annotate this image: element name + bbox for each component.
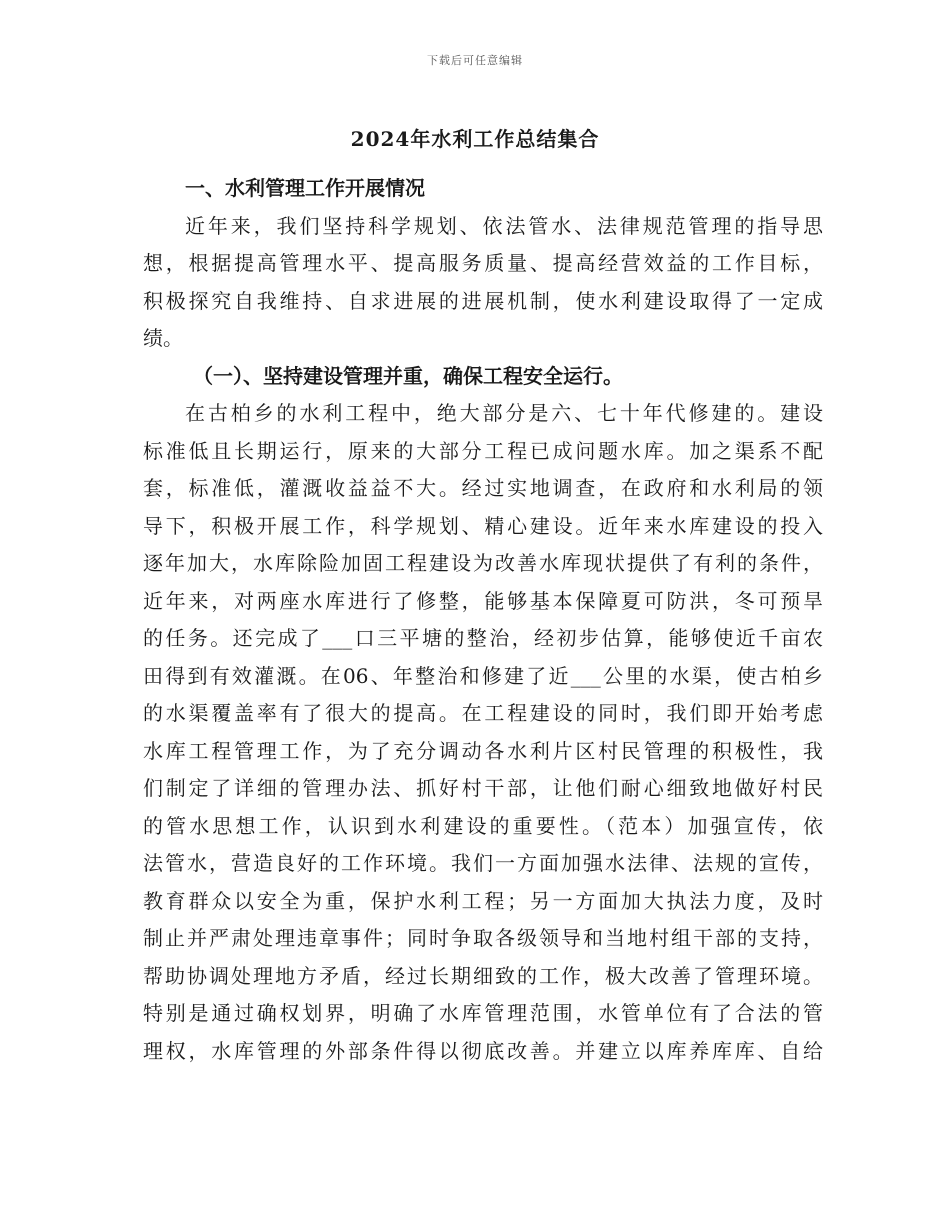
paragraph-line: 导下，积极开展工作，科学规划、精心建设。近年来水库建设的投入: [143, 513, 823, 538]
paragraph-line: 田得到有效灌溉。在06、年整治和修建了近___公里的水渠，使古柏乡: [143, 663, 823, 688]
paragraph-line: 的管水思想工作，认识到水利建设的重要性。（范本）加强宣传，依: [143, 813, 823, 838]
paragraph-line: 水库工程管理工作，为了充分调动各水利片区村民管理的积极性，我: [143, 738, 823, 763]
paragraph-line: 近年来，我们坚持科学规划、依法管水、法律规范管理的指导思: [185, 213, 823, 238]
document-body: [143, 170, 823, 1070]
paragraph-line: 帮助协调处理地方矛盾，经过长期细致的工作，极大改善了管理环境。: [143, 963, 823, 988]
running-header: 下载后可任意编辑: [427, 54, 523, 67]
document-title: 2024年水利工作总结集合: [350, 127, 600, 151]
paragraph-line: 教育群众以安全为重，保护水利工程；另一方面加大执法力度，及时: [143, 888, 823, 913]
paragraph-line: 近年来，对两座水库进行了修整，能够基本保障夏可防洪，冬可预旱: [143, 588, 823, 613]
paragraph-line: 想，根据提高管理水平、提高服务质量、提高经营效益的工作目标，: [143, 251, 823, 275]
paragraph-line: 的任务。还完成了___口三平塘的整治，经初步估算，能够使近千亩农: [143, 626, 823, 650]
paragraph-line: 标准低且长期运行，原来的大部分工程已成问题水库。加之渠系不配: [143, 438, 823, 463]
subsection-heading: （一）、坚持建设管理并重，确保工程安全运行。: [193, 363, 623, 388]
paragraph-line: 们制定了详细的管理办法、抓好村干部，让他们耐心细致地做好村民: [143, 776, 823, 800]
paragraph-line: 特别是通过确权划界，明确了水库管理范围，水管单位有了合法的管: [143, 1001, 823, 1025]
paragraph-line: 积极探究自我维持、自求进展的进展机制，使水利建设取得了一定成: [143, 288, 823, 313]
paragraph-line: 在古柏乡的水利工程中，绝大部分是六、七十年代修建的。建设: [185, 401, 823, 425]
paragraph-line: 逐年加大，水库除险加固工程建设为改善水库现状提供了有利的条件，: [143, 551, 823, 575]
paragraph-line: 绩。: [143, 326, 183, 350]
paragraph-line: 套，标准低，灌溉收益益不大。经过实地调查，在政府和水利局的领: [143, 476, 823, 500]
paragraph-2: [143, 395, 823, 1070]
paragraph-line: 法管水，营造良好的工作环境。我们一方面加强水法律、法规的宣传，: [143, 851, 823, 875]
paragraph-line: 的水渠覆盖率有了很大的提高。在工程建设的同时，我们即开始考虑: [143, 701, 823, 725]
paragraph-line: 理权，水库管理的外部条件得以彻底改善。并建立以库养库库、自给: [143, 1038, 823, 1063]
section-heading: 一、水利管理工作开展情况: [185, 176, 425, 200]
paragraph-1: [143, 208, 823, 358]
paragraph-line: 制止并严肃处理违章事件；同时争取各级领导和当地村组干部的支持，: [143, 926, 823, 950]
